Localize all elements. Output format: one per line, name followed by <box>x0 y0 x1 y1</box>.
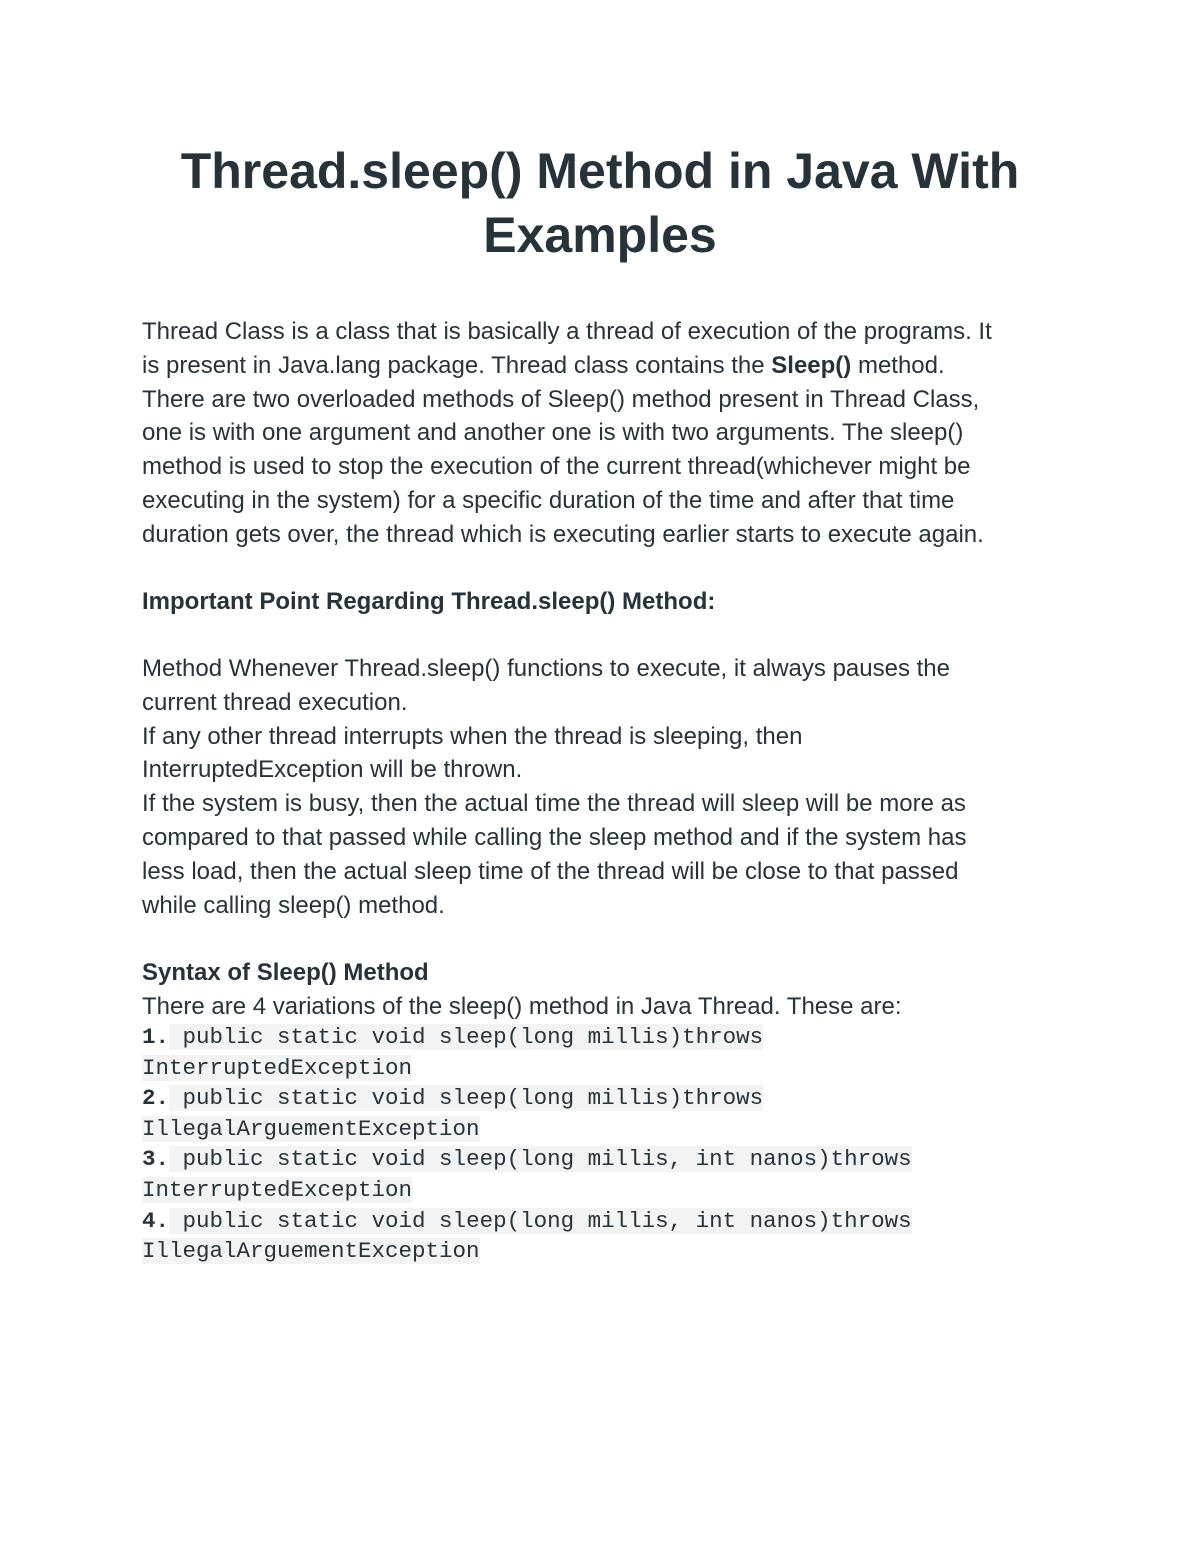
important-heading: Important Point Regarding Thread.sleep() Method: <box>142 588 716 615</box>
variation-code: InterruptedException <box>142 1176 413 1203</box>
sleep-bold-term: Sleep() <box>771 351 852 379</box>
syntax-heading: Syntax of Sleep() Method <box>142 959 429 986</box>
intro-line: There are two overloaded methods of Sleep() method present in Thread Class, <box>142 385 980 413</box>
point-line: while calling sleep() method. <box>142 891 445 919</box>
variation-code: public static void sleep(long millis, int nanos)throws <box>169 1207 912 1234</box>
point-line: compared to that passed while calling the sleep method and if the system has <box>142 823 967 851</box>
intro-text: is present in Java.lang package. Thread class contains the <box>142 351 772 379</box>
variation-code: IllegalArguementException <box>142 1238 480 1265</box>
point-line: InterruptedException will be thrown. <box>142 756 523 784</box>
variation-number: 4. <box>142 1207 170 1234</box>
variation-item <box>142 1083 1082 1144</box>
syntax-variations-list <box>142 1022 1082 1267</box>
intro-line: Thread Class is a class that is basically a thread of execution of the programs. It <box>142 318 992 345</box>
point-line: Method Whenever Thread.sleep() functions to execute, it always pauses the <box>142 655 950 682</box>
intro-line: executing in the system) for a specific duration of the time and after that time <box>142 486 955 514</box>
page-title <box>100 139 1100 267</box>
point-line: If the system is busy, then the actual time the thread will sleep will be more as <box>142 790 966 818</box>
intro-line <box>142 349 1082 383</box>
variation-code: public static void sleep(long millis, int nanos)throws <box>169 1146 912 1173</box>
intro-line: duration gets over, the thread which is executing earlier starts to execute again. <box>142 520 984 548</box>
variation-code: public static void sleep(long millis)throws <box>169 1024 764 1050</box>
point-line: less load, then the actual sleep time of the thread will be close to that passed <box>142 857 959 885</box>
intro-text: method. <box>851 351 945 379</box>
variation-code: public static void sleep(long millis)throws <box>169 1085 764 1112</box>
syntax-intro: There are 4 variations of the sleep() method in Java Thread. These are: <box>142 993 902 1020</box>
intro-line: method is used to stop the execution of the current thread(whichever might be <box>142 453 971 481</box>
variation-code: IllegalArguementException <box>142 1115 480 1142</box>
important-points <box>142 652 1082 922</box>
variation-number: 1. <box>142 1024 170 1050</box>
variation-item <box>142 1206 1082 1267</box>
title-line-1: Thread.sleep() Method in Java With <box>180 143 1020 199</box>
point-line: If any other thread interrupts when the thread is sleeping, then <box>142 722 803 750</box>
intro-paragraph <box>142 315 1082 552</box>
point-line: current thread execution. <box>142 688 408 716</box>
variation-number: 2. <box>142 1085 170 1112</box>
variation-item <box>142 1144 1082 1205</box>
intro-line: one is with one argument and another one is with two arguments. The sleep() <box>142 419 964 447</box>
variation-number: 3. <box>142 1146 170 1173</box>
variation-code: InterruptedException <box>142 1054 413 1081</box>
variation-item <box>142 1022 1082 1083</box>
title-line-2: Examples <box>483 207 717 263</box>
